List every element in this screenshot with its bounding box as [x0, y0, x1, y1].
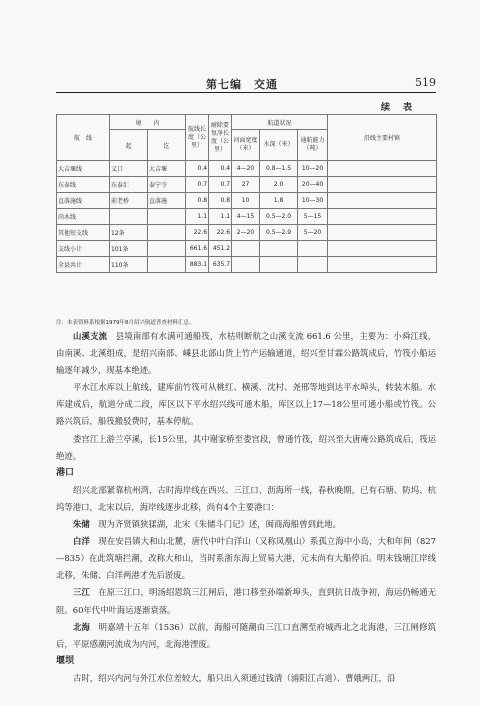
- table-continued-label: 续 表: [380, 103, 414, 113]
- table-cell-end: [148, 225, 186, 241]
- running-header: [56, 76, 436, 90]
- table-cell-route: 其他短支线: [57, 225, 110, 241]
- table-cell-end: [148, 209, 186, 225]
- table-cell-end: [148, 257, 186, 273]
- table-cell-depth: 0.5—2.0: [260, 209, 298, 225]
- table-cell-cap: 5—15: [298, 209, 328, 225]
- table-row: [57, 241, 437, 257]
- table-cell-reg: 451.2: [209, 241, 232, 257]
- header-width: 河面宽度（米）: [232, 130, 260, 161]
- paragraph-lead: 北海: [73, 621, 91, 632]
- table-cell-depth: 0.5—2.9: [260, 225, 298, 241]
- table-cell-towns: [328, 177, 437, 193]
- table-cell-reg: 0.4: [209, 161, 232, 177]
- header-end: 讫: [148, 130, 186, 161]
- table-row: [57, 209, 437, 225]
- table-cell-len: 22.6: [186, 225, 209, 241]
- table-cell-width: 4—15: [232, 209, 260, 225]
- paragraph-mountain-streams: [56, 328, 436, 379]
- table-cell-start: 101条: [110, 241, 148, 257]
- table-cell-start: 义口: [110, 161, 148, 177]
- table-header-row-1: [57, 115, 437, 130]
- table-row: [57, 177, 437, 193]
- paragraph-port-intro: 绍兴北部紧靠杭州湾，古时海岸线在西兴、三江口、沥海所一线，春秋晚期，已有石塘、防坞、杭坞等港口，北宋以后，海岸线逐步北移，尚有4个主要港口：: [56, 484, 436, 512]
- table-cell-towns: [328, 225, 437, 241]
- table-cell-len: 0.8: [186, 193, 209, 209]
- table-cell-width: 4—20: [232, 161, 260, 177]
- table-cell-reg: 0.8: [209, 193, 232, 209]
- paragraph-sanjiang: [56, 584, 436, 618]
- table-cell-start: 110条: [110, 257, 148, 273]
- table-cell-towns: [328, 257, 437, 273]
- table-cell-depth: 1.8: [260, 193, 298, 209]
- paragraph-text: 县境南部有水满可通船筏，水枯则断航之山溪支流 661.6 公里，主要为：小舜江线，由南溪、北溪组成，是绍兴南部、嵊县北部山货上竹产运输通道，绍兴至甘霖公路筑成后，竹筏小船运输逐年减少，现基本绝迹。: [56, 331, 437, 376]
- table-cell-depth: 2.0: [260, 177, 298, 193]
- table-cell-depth: 0.8—1.5: [260, 161, 298, 177]
- table-cell-towns: [328, 193, 437, 209]
- table-cell-reg: 635.7: [209, 257, 232, 273]
- waterway-table: [56, 114, 437, 273]
- table-cell-width: 27: [232, 177, 260, 193]
- paragraph-lougong: 娄宫江上游兰亭溪，长15公里，其中谢家桥至娄宫段，曾通竹筏，绍兴至大唐庵公路筑成后，筏运绝迹。: [56, 433, 436, 461]
- section-heading-port: 港口: [56, 467, 75, 478]
- table-cell-depth: [260, 241, 298, 257]
- table-cell-cap: [298, 257, 328, 273]
- table-row: [57, 161, 437, 177]
- table-cell-depth: [260, 257, 298, 273]
- paragraph-dam-intro: 古时，绍兴内河与外江水位差较大，船只出入须通过钱清（浦阳江古道）、曹娥两江，沿: [73, 672, 396, 683]
- table-cell-start: 东泰汇: [110, 177, 148, 193]
- body-text: [56, 328, 436, 687]
- table-cell-cap: 20—40: [298, 177, 328, 193]
- header-capacity: 通航能力（吨）: [298, 130, 328, 161]
- table-cell-cap: 5—20: [298, 225, 328, 241]
- table-cell-start: 前老桥: [110, 193, 148, 209]
- table-row: [57, 225, 437, 241]
- paragraph-lead: 朱储: [73, 519, 90, 530]
- paragraph-text: 在原三江口，明汤绍恩筑三江闸后，港口移至孙端新埠头，直到抗日战争初，海运仍畅通无阻。60年代中叶海运逐渐衰落。: [56, 587, 437, 615]
- table-cell-len: 883.1: [186, 257, 209, 273]
- paragraph-text: 明嘉靖十五年（1536）以前，海船可随潮由三江口直溯至府城西北之北海港，三江闸修筑后，平原感潮河流成为内河，北海港湮废。: [56, 621, 437, 649]
- table-cell-towns: [328, 209, 437, 225]
- table-cell-cap: 10—20: [298, 161, 328, 177]
- paragraph-lead: 山溪支流: [73, 331, 108, 341]
- paragraph-baiyang: [56, 533, 436, 584]
- table-cell-width: [232, 241, 260, 257]
- table-note: 注：本表资料系根据1979年8月绍兴航道普查材料汇总。: [56, 320, 195, 326]
- table-cell-route: 大吉堰线: [57, 161, 110, 177]
- section-heading-dam: 堰坝: [56, 655, 75, 666]
- table-cell-len: 0.4: [186, 161, 209, 177]
- table-cell-end: 泰宁寺: [148, 177, 186, 193]
- table-cell-route: 尚木线: [57, 209, 110, 225]
- table-cell-towns: [328, 241, 437, 257]
- table-cell-end: 大吉堰: [148, 161, 186, 177]
- table-cell-cap: 10—30: [298, 193, 328, 209]
- paragraph-lead: 三江: [73, 587, 90, 598]
- header-route: 航 线: [57, 115, 110, 161]
- table-cell-end: [148, 241, 186, 257]
- table-cell-width: 2—20: [232, 225, 260, 241]
- table-cell-cap: [298, 241, 328, 257]
- header-regulation: 耐除要复净长度（公里）: [209, 115, 232, 161]
- paragraph-lead: 白洋: [73, 536, 90, 547]
- table-cell-reg: 0.7: [209, 177, 232, 193]
- table-cell-start: [110, 209, 148, 225]
- header-length: 航线长度（公里）: [186, 115, 209, 161]
- paragraph-text: 现在安昌镇大和山北麓，唐代中叶白洋山（又称凤凰山）系孤立海中小岛，大和年间（827—835）在此筑塘拦潮，改称大和山，当时系浙东海上贸易大港，元末尚有大船停泊。明末钱塘江岸线北移，朱储、白洋两港才先后淤废。: [56, 536, 437, 581]
- table-cell-towns: [328, 161, 437, 177]
- chapter-title: 第七编 交通: [206, 78, 278, 91]
- header-start: 起: [110, 130, 148, 161]
- table-cell-start: 12条: [110, 225, 148, 241]
- header-depth: 水深（米）: [260, 130, 298, 161]
- table-cell-len: 661.6: [186, 241, 209, 257]
- table-row: [57, 193, 437, 209]
- table-cell-width: [232, 257, 260, 273]
- table-cell-reg: 22.6: [209, 225, 232, 241]
- header-inner: 境 内: [110, 115, 186, 130]
- table-cell-route: 直落施线: [57, 193, 110, 209]
- paragraph-pingshui: 平水江水库以上航线，建库前竹筏可从桃红、横溪、沈村、尧邢等地到达平水埠头，转装木船。水库建成后，航道分成二段，库区以下平水绍兴线可通木船，库区以上17—18公里可通小船或竹筏。公路兴筑后，船筏搬驳费时，基本停航。: [56, 382, 436, 427]
- paragraph-zhuchu: [56, 516, 436, 533]
- table-cell-reg: 1.1: [209, 209, 232, 225]
- paragraph-beihai: [56, 619, 436, 653]
- table-cell-route: 支线小计: [57, 241, 110, 257]
- table-row: [57, 257, 437, 273]
- table-cell-route: 东泰线: [57, 177, 110, 193]
- table-cell-len: 0.7: [186, 177, 209, 193]
- table-cell-width: 10: [232, 193, 260, 209]
- header-towns: 沿线主要村镇: [328, 115, 437, 161]
- table-cell-end: 直落施: [148, 193, 186, 209]
- table-cell-route: 全县共计: [57, 257, 110, 273]
- paragraph-text: 现为齐贤镇狭猱湖，北宋《朱储斗门记》述，闽商海船曾到此地。: [98, 519, 341, 530]
- header-rule: [56, 92, 436, 93]
- table-cell-len: 1.1: [186, 209, 209, 225]
- header-waterway: 航道状况: [232, 115, 328, 130]
- page-number: 519: [415, 76, 436, 89]
